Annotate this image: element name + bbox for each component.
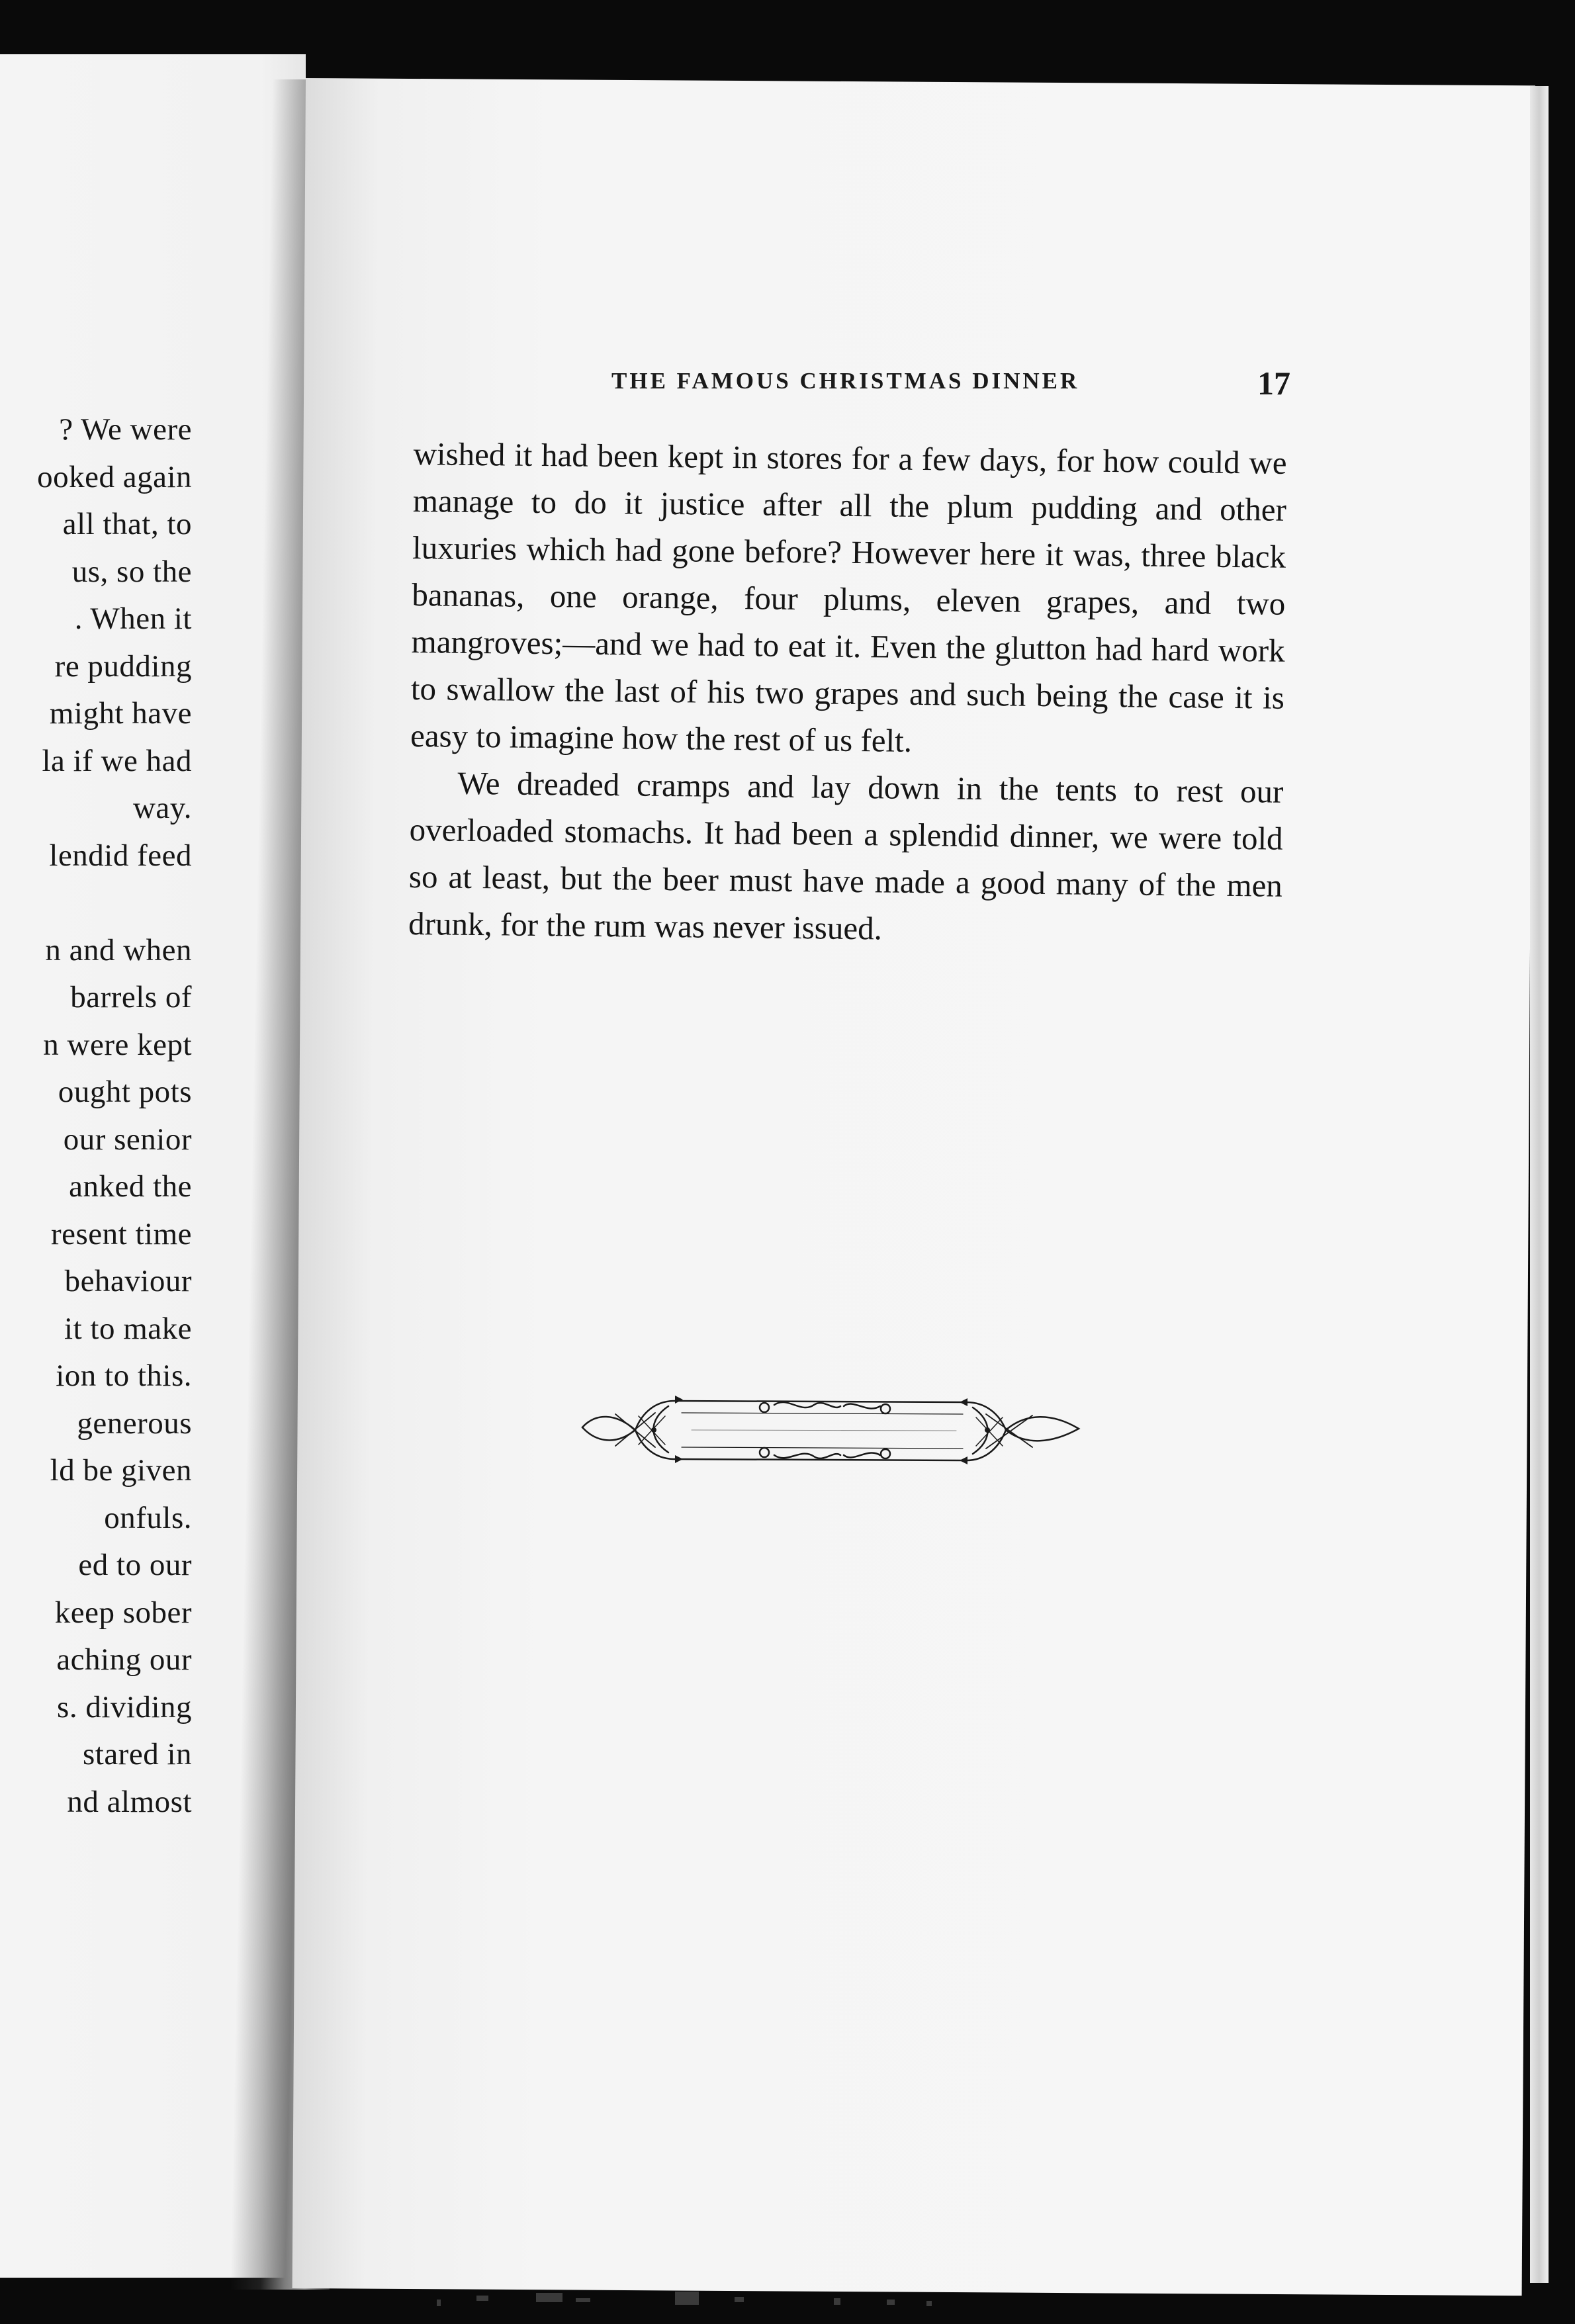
left-page-line: ? We were — [59, 412, 192, 447]
left-page-line: anked the — [69, 1169, 192, 1204]
page-edge — [1530, 86, 1549, 2283]
left-page-line: us, so the — [71, 554, 192, 589]
left-page-line: nd almost — [67, 1784, 192, 1819]
left-page-line: re pudding — [54, 648, 192, 684]
left-page-line: ed to our — [78, 1548, 192, 1582]
left-page-line: onfuls. — [104, 1500, 192, 1535]
left-page-line: ld be given — [50, 1453, 192, 1488]
left-page-line: lendid feed — [49, 838, 192, 873]
running-head: THE FAMOUS CHRISTMAS DINNER — [611, 368, 1080, 394]
left-page-line: . When it — [74, 602, 192, 636]
left-page-line: n and when — [45, 932, 192, 967]
paragraph-1: wished it had been kept in stores for a few days, for how could we manage to do it justice after all the plum pudding and other luxuries which had gone before? However here it was, three black bananas, one orange, four plums, eleven grapes, and two mangroves;—and we had to eat it. Even the glutton had hard work to swallow the last of his two grapes and such being the case it is easy to imagine how the rest of us felt. — [410, 435, 1287, 759]
right-page — [292, 78, 1535, 2296]
page-number: 17 — [1257, 365, 1290, 402]
left-page-line: generous — [77, 1406, 192, 1441]
left-page-line: aching our — [56, 1642, 192, 1677]
left-page-line: s. dividing — [57, 1689, 192, 1724]
page-body-text — [408, 430, 1287, 956]
left-page-line: behaviour — [64, 1264, 192, 1298]
decorative-ornament-icon — [576, 1386, 1092, 1476]
left-page-line: ooked again — [37, 459, 192, 494]
scan-artifact-specks — [424, 2286, 1085, 2324]
left-page-line: way. — [132, 791, 192, 825]
left-page-line: stared in — [82, 1737, 192, 1771]
left-page-line: it to make — [64, 1311, 192, 1346]
left-page-line: resent time — [50, 1216, 192, 1251]
paragraph-2: We dreaded cramps and lay down in the tents to rest our overloaded stomachs. It had been a splendid dinner, we were told so at least, but the beer must have made a good many of the men drunk, for the rum was never issued. — [408, 764, 1284, 947]
left-page-line: barrels of — [70, 980, 192, 1014]
left-page-line: n were kept — [43, 1027, 192, 1062]
left-page-line: ought pots — [58, 1075, 192, 1109]
left-page-line: ion to this. — [56, 1359, 192, 1393]
left-page-line: our senior — [63, 1122, 192, 1157]
left-page-line: keep sober — [54, 1595, 192, 1630]
left-page-line: all that, to — [62, 507, 192, 541]
left-page-line: la if we had — [42, 743, 192, 778]
left-page-line: might have — [49, 696, 192, 731]
